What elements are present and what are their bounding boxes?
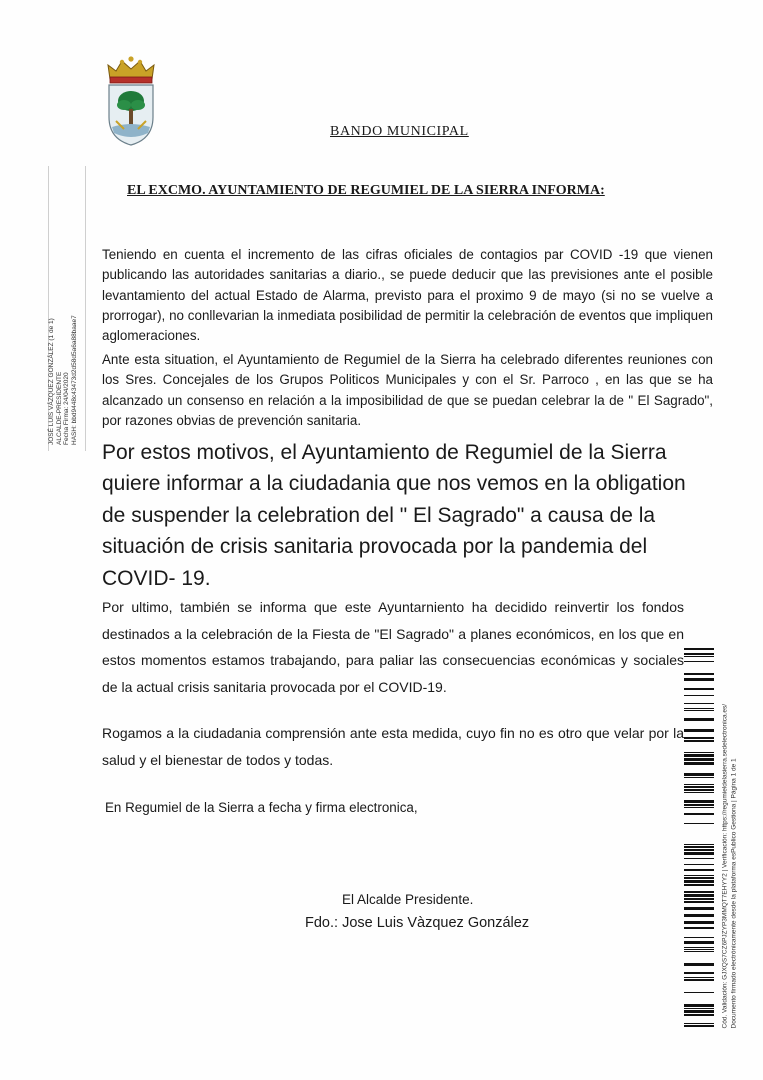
signature-name: Fdo.: Jose Luis Vàzquez González xyxy=(305,915,530,931)
verification-platform: Documento firmado electrónicamente desde la plataforma esPublico Gestiona | Página 1 de 1 xyxy=(730,758,737,1029)
verification-text xyxy=(721,703,739,1029)
signature-title: El Alcalde Presidente. xyxy=(342,892,474,907)
document-title: BANDO MUNICIPAL xyxy=(330,124,469,139)
paragraph-3-highlighted: Por estos motivos, el Ayuntamiento de Regumiel de la Sierra quiere informar a la ciudadania que nos vemos en la obligation de suspender la celebration del " El Sagrado" a causa de la situación de crisis sanitaria provocada por la pandemia del COVID- 19. xyxy=(102,441,686,590)
paragraph-5: Rogamos a la ciudadania comprensión ante esta medida, cuyo fin no es otro que velar por la salud y el bienestar de todos y todas. xyxy=(102,725,684,768)
municipal-coat-of-arms-logo xyxy=(104,55,158,147)
stamp-date: Fecha Firma: 24/04/2020 xyxy=(63,372,70,445)
verification-code: Cód. Validación: GJXQS7CZ6PJZYP3MMQT7EHYY2 | Verificación: https://regumieldelasierra.sedelectronica.es/ xyxy=(721,703,729,1029)
stamp-signer: JOSÉ LUIS VÁZQUEZ GONZÁLEZ (1 de 1) xyxy=(48,318,55,445)
validation-barcode xyxy=(684,648,714,1028)
stamp-hash: HASH: bbd9448c43473d2d58d5a6a88baae7 xyxy=(70,315,78,445)
stamp-role: ALCALDE-PRESIDENTE xyxy=(55,371,63,445)
place-date: En Regumiel de la Sierra a fecha y firma electronica, xyxy=(105,800,418,815)
paragraph-2: Ante esta situation, el Ayuntamiento de Regumiel de la Sierra ha celebrado diferentes reuniones con los Sres. Concejales de los Grupos Politicos Municipales y con el Sr. Parroco , en las que se ha alcanzado un consenso en relación a la imposibilidad de que se puedan celebrar la de " El Sagrado", por razones obvias de prevención sanitaria. xyxy=(102,352,713,428)
paragraph-1: Teniendo en cuenta el incremento de las cifras oficiales de contagios par COVID -19 que vienen publicando las autoridades sanitarias a diario., se puede deducir que las previsiones ante el posible levantamiento del actual Estado de Alarma, previsto para el proximo 9 de mayo (si no se vuelve a prorrogar), no conllevarian la inmediata posibilidad de permitir la celebración de eventos que impliquen aglomeraciones. xyxy=(102,247,713,344)
document-heading: EL EXCMO. AYUNTAMIENTO DE REGUMIEL DE LA SIERRA INFORMA: xyxy=(127,183,605,198)
paragraph-4: Por ultimo, también se informa que este Ayuntarniento ha decidido reinvertir los fondos destinados a la celebración de la Fiesta de "El Sagrado" a planes económicos, en los que en estos momentos estamos trabajando, para paliar las consecuencias económicas y sociales de la actual crisis sanitaria provocada por el COVID-19. xyxy=(102,599,684,695)
digital-signature-stamp xyxy=(48,165,78,445)
